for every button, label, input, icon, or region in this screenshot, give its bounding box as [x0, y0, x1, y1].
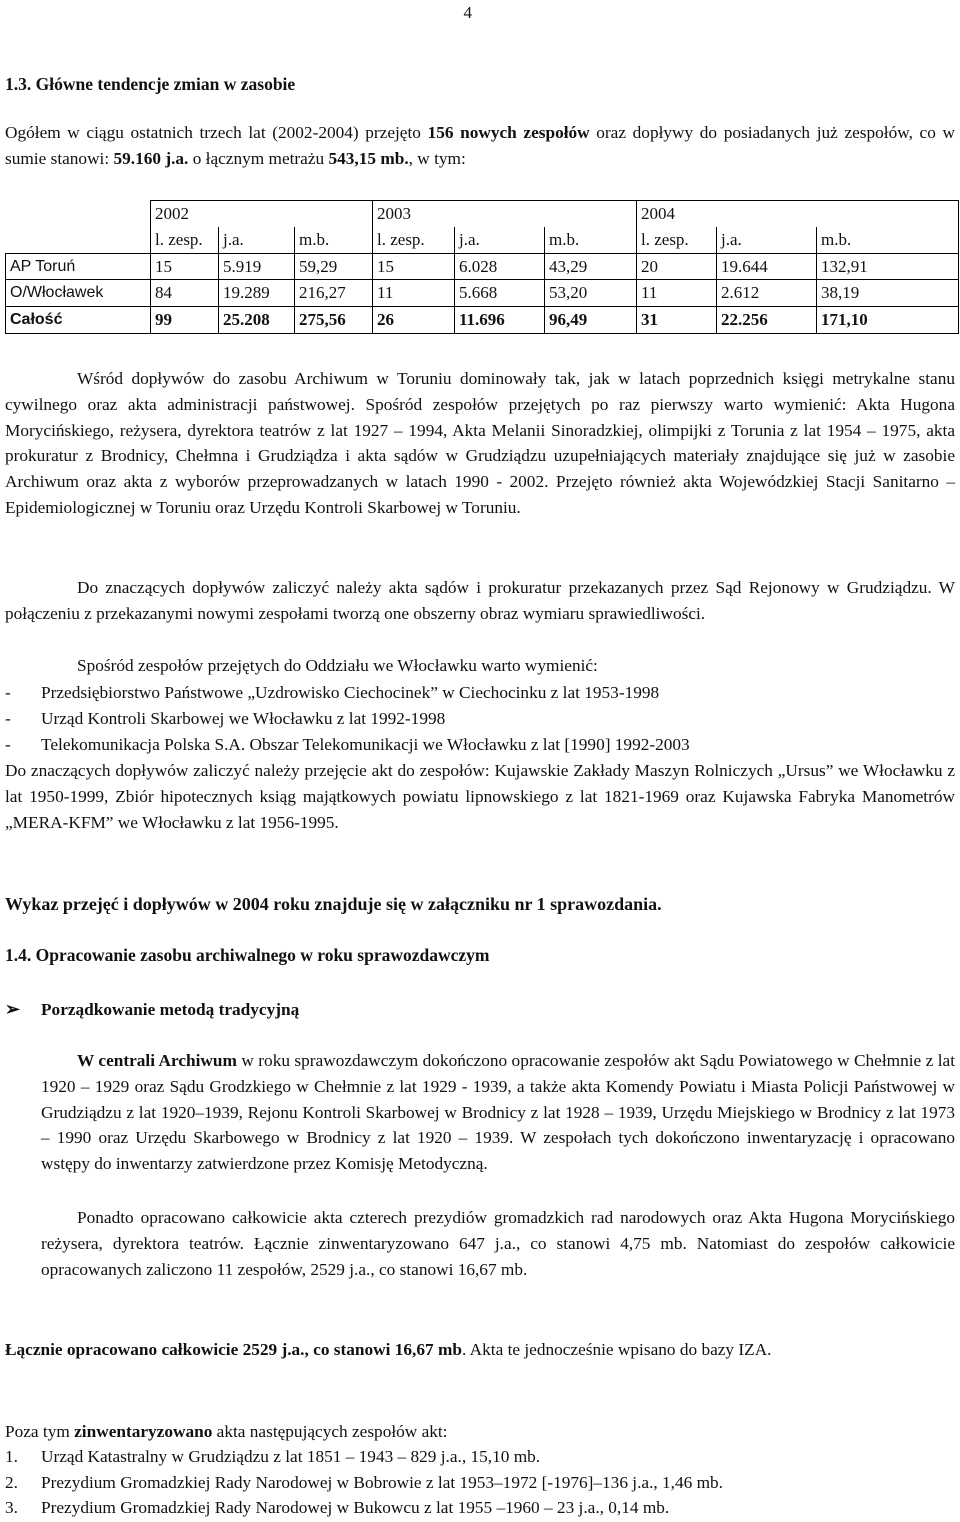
total-bold: Łącznie opracowano całkowicie 2529 j.a., co stanowi 16,67 mb: [5, 1340, 462, 1359]
section-heading-1-4: 1.4. Opracowanie zasobu archiwalnego w roku sprawozdawczym: [5, 945, 490, 965]
row-label: Całość: [6, 307, 151, 334]
paragraph-1: Wśród dopływów do zasobu Archiwum w Toruniu dominowały tak, jak w latach poprzednich księgi metrykalne stanu cywilnego oraz akta administracji państwowej. Spośród zespołów przejętych po raz pierwszy warto wymienić: Akta Hugona Morycińskiego, reżysera, dyrektora teatrów z lat 1927 – 1994, Akta Melanii Sinoradzkiej, olimpijki z Torunia z lat 1954 – 1975, akta prokuratur z Brodnicy, Chełmna i Grudziądza i akta sądów w Grudziądzu uzupełniających materiały znajdujące się już w zasobie Archiwum oraz akta z wyborów przeprowadzanych w latach 1990 - 2002. Przejęto również akta Wojewódzkiej Stacji Sanitarno – Epidemiologicznej w Toruniu oraz Urzędu Kontroli Skarbowej w Toruniu.: [5, 369, 955, 517]
table-cell: 11: [637, 280, 717, 307]
table-cell: 19.644: [717, 253, 817, 280]
numbered-item: [5, 1470, 723, 1496]
inventoried-c: akta następujących zespołów akt:: [212, 1422, 448, 1441]
table-cell: 38,19: [817, 280, 959, 307]
table-cell: 59,29: [295, 253, 373, 280]
accessions-table: [5, 200, 959, 334]
table-row-total: [6, 307, 959, 334]
bold-note: Wykaz przejęć i dopływów w 2004 roku znajduje się w załączniku nr 1 sprawozdania.: [5, 894, 662, 914]
table-cell: 99: [151, 307, 219, 334]
table-cell: 11.696: [455, 307, 545, 334]
table-cell: 5.919: [219, 253, 295, 280]
subheader: j.a.: [455, 227, 545, 253]
paragraph-additional: Ponadto opracowano całkowicie akta czterech prezydiów gromadzkich rad narodowych oraz Akta Hugona Morycińskiego reżysera, dyrektora teatrów. Łącznie zinwentaryzowano 647 j.a., co stanowi 4,75 mb. Natomiast do zespołów całkowicie opracowanych zaliczono 11 zespołów, 2529 j.a., co stanowi 16,67 mb.: [41, 1208, 955, 1279]
table-cell: 11: [373, 280, 455, 307]
table-cell: 171,10: [817, 307, 959, 334]
year-2002: 2002: [151, 201, 373, 227]
table-row: [6, 253, 959, 280]
table-cell: 275,56: [295, 307, 373, 334]
central-archive-text: w roku sprawozdawczym dokończono opracowanie zespołów akt Sądu Powiatowego w Chełmnie z lat 1920 – 1929 oraz Sądu Grodzkiego w Chełmnie z lat 1929 - 1939, a także akta Komendy Powiatu i Miasta Policji Państwowej w Grudziądzu z lat 1920–1939, Rejonu Kontroli Skarbowej w Brodnicy z lat 1928 – 1939, Urzędu Miejskiego w Brodnicy z lat 1973 – 1990 oraz Urzędu Skarbowego w Brodnicy z lat 1920 – 1939. W zespołach tych dokończono inwentaryzację i opracowano wstępy do inwentarzy zatwierdzone przez Komisję Metodyczną.: [41, 1051, 956, 1174]
table-cell: 22.256: [717, 307, 817, 334]
intro-text-a: Ogółem w ciągu ostatnich trzech lat (2002-2004) przejęto: [5, 123, 428, 142]
table-corner: [6, 201, 151, 227]
inventoried-b: zinwentaryzowano: [74, 1422, 213, 1441]
table-cell: 26: [373, 307, 455, 334]
table-cell: 19.289: [219, 280, 295, 307]
intro-units: 59.160 j.a.: [113, 148, 189, 168]
table-cell: 96,49: [545, 307, 637, 334]
subheader: j.a.: [219, 227, 295, 253]
table-cell: 53,20: [545, 280, 637, 307]
list-marker: -: [5, 709, 11, 728]
subheader: m.b.: [295, 227, 373, 253]
intro-text-c: oraz dopływy do posiadanych już zespołów, co w sumie stanowi:: [5, 123, 955, 168]
item-number: 3.: [5, 1498, 18, 1517]
list-item-text: Telekomunikacja Polska S.A. Obszar Telekomunikacji we Włocławku z lat [1990] 1992-2003: [41, 735, 690, 754]
table-cell: 84: [151, 280, 219, 307]
paragraph-total: [5, 1337, 955, 1363]
subheader: l. zesp.: [151, 227, 219, 253]
table-cell: 216,27: [295, 280, 373, 307]
table-corner: [6, 227, 151, 253]
intro-text-e: o łącznym metrażu: [188, 148, 329, 168]
central-archive-label: W centrali Archiwum: [77, 1051, 237, 1070]
list-marker: -: [5, 683, 11, 702]
paragraph-4: Do znaczących dopływów zaliczyć należy przejęcie akt do zespołów: Kujawskie Zakłady Maszyn Rolniczych „Ursus” we Włocławku z lat 1950-1999, Zbiór hipotecznych ksiąg majątkowych powiatu lipnowskiego z lat 1821-1969 oraz Kujawska Fabryka Manometrów „MERA-KFM” we Włocławku z lat 1956-1995.: [5, 761, 955, 832]
list-item: [5, 680, 659, 706]
table-cell: 2.612: [717, 280, 817, 307]
year-2003: 2003: [373, 201, 637, 227]
list-item: [5, 706, 445, 732]
item-number: 1.: [5, 1447, 18, 1466]
subheader: m.b.: [817, 227, 959, 253]
bullet-heading-text: Porządkowanie metodą tradycyjną: [41, 1000, 300, 1019]
table-row: [6, 280, 959, 307]
list-marker: -: [5, 735, 11, 754]
intro-paragraph: [5, 120, 955, 172]
year-2004: 2004: [637, 201, 959, 227]
table-subheader-row: [6, 227, 959, 253]
page-number: 4: [463, 3, 472, 22]
item-text: Urząd Katastralny w Grudziądzu z lat 1851 – 1943 – 829 j.a., 15,10 mb.: [41, 1447, 541, 1466]
bullet-heading: [5, 997, 955, 1023]
list-item: [5, 732, 690, 758]
paragraph-3: Spośród zespołów przejętych do Oddziału we Włocławku warto wymienić:: [77, 656, 598, 675]
item-text: Prezydium Gromadzkiej Rady Narodowej w Bukowcu z lat 1955 –1960 – 23 j.a., 0,14 mb.: [41, 1498, 670, 1517]
table-year-row: [6, 201, 959, 227]
paragraph-central-archive: [41, 1048, 955, 1177]
table-cell: 15: [373, 253, 455, 280]
paragraph-2: Do znaczących dopływów zaliczyć należy akta sądów i prokuratur przekazanych przez Sąd Rejonowy w Grudziądzu. W połączeniu z przekazanymi nowymi zespołami tworzą one obszerny obraz wymiaru sprawiedliwości.: [5, 578, 955, 623]
table-cell: 25.208: [219, 307, 295, 334]
numbered-item: [5, 1495, 669, 1521]
arrow-bullet-icon: ➢: [5, 999, 21, 1019]
table-cell: 132,91: [817, 253, 959, 280]
subheader: j.a.: [717, 227, 817, 253]
intro-meters: 543,15 mb.: [328, 148, 409, 168]
numbered-item: [5, 1444, 540, 1470]
list-item-text: Urząd Kontroli Skarbowej we Włocławku z lat 1992-1998: [41, 709, 446, 728]
table-cell: 43,29: [545, 253, 637, 280]
subheader: m.b.: [545, 227, 637, 253]
list-item-text: Przedsiębiorstwo Państwowe „Uzdrowisko Ciechocinek” w Ciechocinku z lat 1953-1998: [41, 683, 660, 702]
paragraph-inventoried: [5, 1419, 955, 1445]
subheader: l. zesp.: [637, 227, 717, 253]
subheader: l. zesp.: [373, 227, 455, 253]
row-label: AP Toruń: [6, 253, 151, 280]
table-cell: 20: [637, 253, 717, 280]
intro-new-groups: 156 nowych zespołów: [427, 123, 590, 142]
section-heading-1-3: 1.3. Główne tendencje zmian w zasobie: [5, 74, 296, 94]
table-cell: 6.028: [455, 253, 545, 280]
table-cell: 15: [151, 253, 219, 280]
row-label: O/Włocławek: [6, 280, 151, 307]
intro-text-g: , w tym:: [408, 148, 466, 168]
total-rest: . Akta te jednocześnie wpisano do bazy IZA.: [461, 1340, 772, 1359]
item-number: 2.: [5, 1473, 18, 1492]
item-text: Prezydium Gromadzkiej Rady Narodowej w Bobrowie z lat 1953–1972 [-1976]–136 j.a., 1,46 mb.: [41, 1473, 723, 1492]
table-cell: 31: [637, 307, 717, 334]
inventoried-a: Poza tym: [5, 1422, 75, 1441]
table-cell: 5.668: [455, 280, 545, 307]
